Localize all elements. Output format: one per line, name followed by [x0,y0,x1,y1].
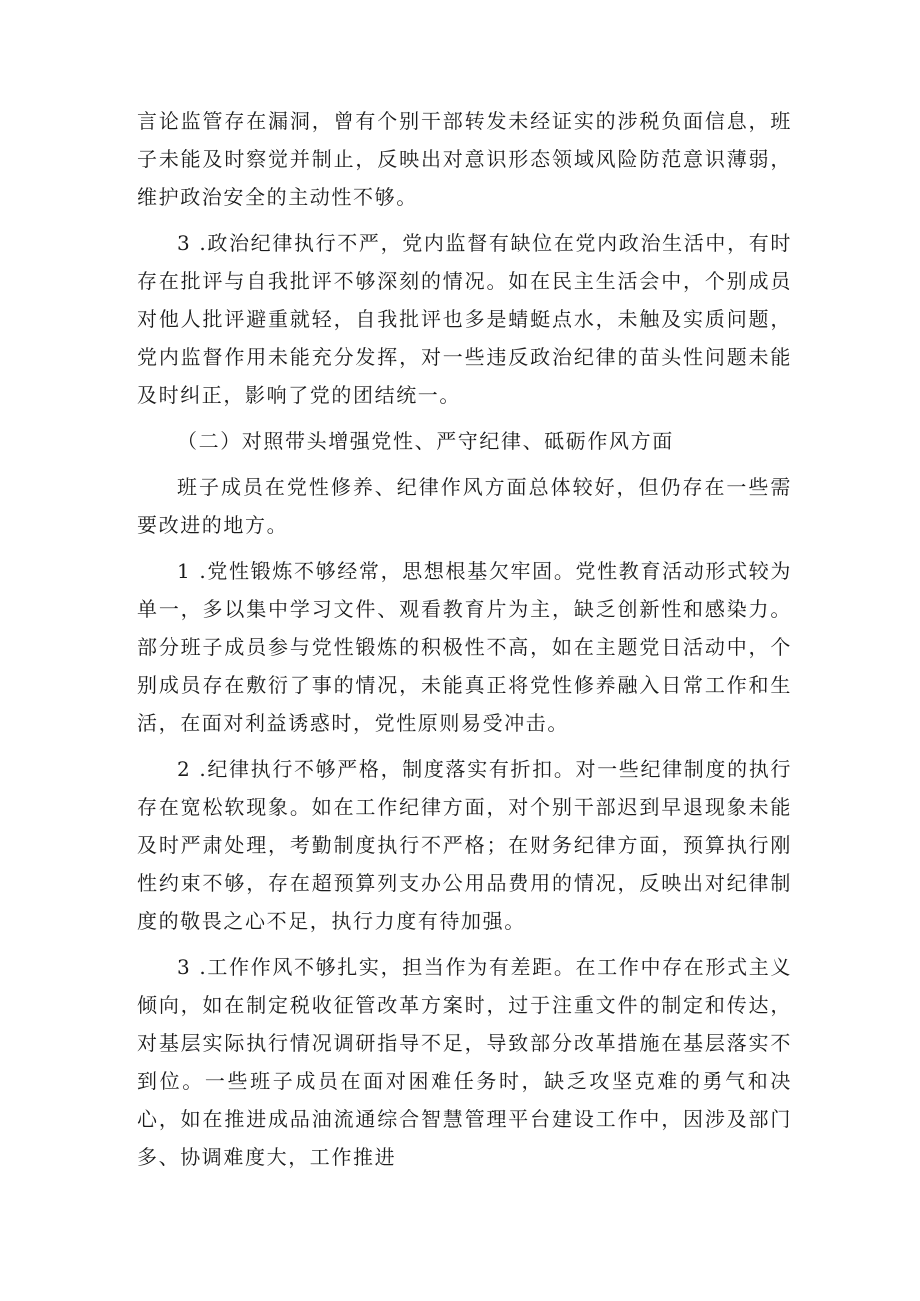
paragraph-item-3-work-style: 3 .工作作风不够扎实，担当作为有差距。在工作中存在形式主义倾向，如在制定税收征管改革方案时，过于注重文件的制定和传达，对基层实际执行情况调研指导不足，导致部分改革措施在基层落实不到位。一些班子成员在面对困难任务时，缺乏攻坚克难的勇气和决心，如在推进成品油流通综合智慧管理平台建设工作中，因涉及部门多、协调难度大，工作推进 [137,955,792,1169]
paragraph-item-2-discipline: 2 .纪律执行不够严格，制度落实有折扣。对一些纪律制度的执行存在宽松软现象。如在工作纪律方面，对个别干部迟到早退现象未能及时严肃处理，考勤制度执行不严格；在财务纪律方面，预算执行刚性约束不够，存在超预算列支办公用品费用的情况，反映出对纪律制度的敬畏之心不足，执行力度有待加强。 [137,757,792,933]
section-heading-2: （二）对照带头增强党性、严守纪律、砥砺作风方面 [177,429,674,453]
paragraph-section-intro: 班子成员在党性修养、纪律作风方面总体较好，但仍存在一些需要改进的地方。 [137,475,792,537]
paragraph-item-3-political-discipline: 3 .政治纪律执行不严，党内监督有缺位在党内政治生活中，有时存在批评与自我批评不够深刻的情况。如在民主生活会中，个别成员对他人批评避重就轻，自我批评也多是蜻蜓点水，未触及实质问题，党内监督作用未能充分发挥，对一些违反政治纪律的苗头性问题未能及时纠正，影响了党的团结统一。 [137,231,792,407]
paragraph-continuation: 言论监管存在漏洞，曾有个别干部转发未经证实的涉税负面信息，班子未能及时察觉并制止，反映出对意识形态领域风险防范意识薄弱，维护政治安全的主动性不够。 [137,109,792,209]
paragraph-item-1-party-spirit: 1 .党性锻炼不够经常，思想根基欠牢固。党性教育活动形式较为单一，多以集中学习文件、观看教育片为主，缺乏创新性和感染力。部分班子成员参与党性锻炼的积极性不高，如在主题党日活动中，个别成员存在敷衍了事的情况，未能真正将党性修养融入日常工作和生活，在面对利益诱惑时，党性原则易受冲击。 [137,559,792,735]
